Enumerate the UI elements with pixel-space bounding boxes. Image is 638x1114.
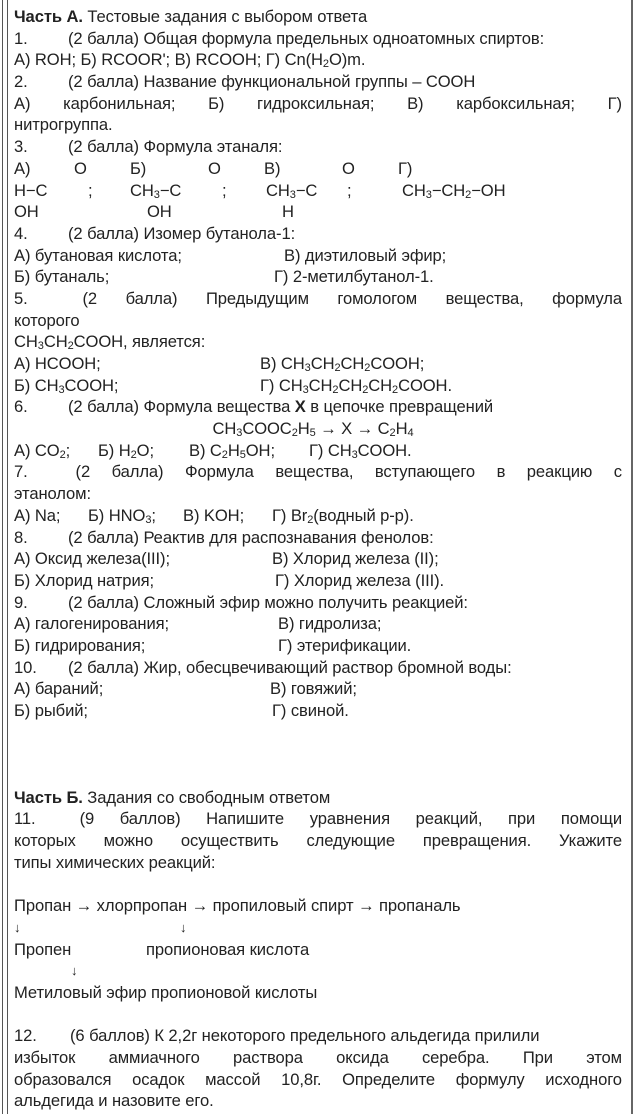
question-word: формулу (455, 1069, 525, 1089)
formula-part: COOH. (357, 440, 412, 460)
question-number: 12. (14, 1026, 37, 1046)
answer-v: В) KOH; (183, 505, 245, 525)
formula-part: COOH, является: (73, 332, 206, 352)
formula-part: Г) CH (309, 440, 352, 460)
scheme-arrows (14, 960, 622, 982)
question-word: Предыдущим (205, 288, 309, 308)
question-text: которого (14, 310, 80, 330)
subscript: 2 (291, 427, 298, 440)
answer-options-tail: O)m. (328, 50, 366, 70)
formula-part: CH (266, 180, 290, 200)
question-word: реакцию (526, 462, 593, 482)
formula-part: H (227, 440, 240, 460)
question-word: следующие (306, 831, 395, 851)
question-text: альдегида и назовите его. (14, 1091, 214, 1111)
formula-part: CH (212, 419, 237, 439)
question-2-answers (14, 93, 622, 115)
question-number: 11. (14, 809, 36, 829)
answer-letter: А) (14, 93, 31, 113)
part-b-title: Задания со свободным ответом (82, 787, 331, 807)
question-word: вступающего (374, 462, 476, 482)
formula-part: CH (308, 375, 333, 395)
answer-text: нитрогруппа. (14, 115, 113, 135)
question-3 (14, 136, 622, 158)
question-text: (2 балла) Жир, обесцвечивающий раствор бромной воды: (68, 657, 512, 677)
answer-text: гидроксильная; (257, 93, 375, 113)
question-word: осуществить (180, 831, 279, 851)
question-word: формула (552, 288, 622, 308)
formula-part: −C (295, 180, 318, 200)
question-text: (2 балла) Название функциональной группы – COOH (68, 72, 476, 92)
question-2-answers-cont (14, 114, 622, 136)
formula-part: Б) HNO (88, 505, 146, 525)
question-8 (14, 527, 622, 549)
part-a-label: Часть А. (14, 7, 83, 26)
hydroxyl-group: OH (14, 202, 39, 222)
answer-letter: Г) (607, 93, 622, 113)
question-number: 2. (14, 72, 28, 92)
subscript: 2 (364, 362, 371, 374)
down-arrow-icon: ↓ (180, 919, 187, 935)
subscript: 5 (239, 448, 246, 461)
scheme-propionic-acid: пропионовая кислота (146, 939, 310, 959)
oxygen-atom: O (342, 158, 355, 178)
question-word: серебра. (421, 1048, 490, 1067)
question-word: аммиачного (108, 1048, 200, 1067)
formula-row-2 (14, 180, 622, 202)
answer-b: Б) рыбий; (14, 701, 88, 720)
answer-g: Г) Хлорид железа (III). (275, 570, 445, 590)
answer-b: Б) бутаналь; (14, 267, 110, 287)
answer-g: Г) 2-метилбутанол-1. (274, 267, 434, 287)
answer-a: А) бутановая кислота; (14, 245, 182, 265)
question-1 (14, 28, 622, 50)
question-word: гомологом (337, 288, 418, 308)
question-word: осадок (132, 1069, 185, 1089)
formula-part: ; (65, 440, 71, 460)
question-word: (9 (79, 809, 95, 829)
question-word: вещества, (445, 288, 524, 308)
reaction-chain (14, 418, 622, 440)
subscript: 3 (58, 383, 65, 396)
question-5 (14, 288, 622, 310)
subscript: 2 (322, 58, 329, 71)
question-4 (14, 223, 622, 245)
spacer (14, 874, 622, 896)
question-11 (14, 808, 622, 830)
formula-part: CH (338, 375, 363, 395)
question-7-cont (14, 483, 622, 505)
formula-part: → X → C (315, 419, 390, 439)
answer-a (14, 440, 70, 462)
question-number: 7. (14, 462, 28, 482)
subscript: 2 (307, 513, 314, 526)
answers-row (14, 570, 622, 592)
scheme-ester (14, 982, 622, 1004)
question-word: вещества, (275, 462, 354, 482)
answer-letter: Б) (208, 93, 225, 113)
question-number: 5. (14, 288, 28, 308)
spacer (14, 722, 622, 744)
subscript: 3 (289, 188, 296, 201)
subscript: 3 (425, 188, 432, 201)
formula-part: COOH; (370, 354, 425, 373)
down-arrow-icon: ↓ (14, 919, 21, 935)
question-11-cont (14, 830, 622, 852)
answer-letter: Б) (130, 158, 147, 178)
formula-part: CH (130, 180, 154, 200)
answer-g: Г) этерификации. (278, 635, 412, 655)
part-a-heading (14, 6, 622, 28)
answer-a: А) галогенирования; (14, 614, 170, 634)
formula-a: H−C (14, 180, 48, 200)
answer-letter: В) (264, 158, 281, 178)
answer-a: А) Оксид железа(III); (14, 549, 170, 569)
answer-v: В) говяжий; (270, 679, 357, 699)
question-number: 6. (14, 397, 28, 417)
answer-letter: В) (407, 93, 424, 113)
scheme-methyl-propionate: Метиловый эфир пропионовой кислоты (14, 982, 318, 1002)
question-word: этом (586, 1048, 622, 1067)
answers-row (14, 548, 622, 570)
formula-part: В) C (189, 440, 222, 460)
formula-part: Б) CH (14, 375, 59, 395)
question-number: 8. (14, 527, 28, 547)
question-word: При (522, 1048, 553, 1067)
answer-g (309, 440, 412, 462)
answers-row (14, 375, 622, 397)
question-text: (2 балла) Реактив для распознавания фенолов: (68, 527, 434, 547)
formula-part: А) CO (14, 440, 60, 460)
question-word: избыток (14, 1048, 76, 1067)
question-word: при (508, 809, 536, 829)
subscript: 5 (309, 427, 316, 440)
answers-row (14, 440, 622, 462)
question-word: балла) (111, 462, 164, 482)
formula-part: −C (159, 180, 182, 200)
question-word: исходного (545, 1069, 622, 1089)
formula-part: COOH; (64, 375, 119, 395)
formula-part: Г) Br (272, 505, 308, 525)
oxygen-atom: O (74, 158, 87, 178)
subscript: 2 (130, 448, 137, 461)
answer-v: В) диэтиловый эфир; (284, 245, 447, 265)
subscript: 2 (332, 383, 339, 396)
question-9 (14, 592, 622, 614)
formula-row-1 (14, 158, 622, 180)
formula-part: CH (402, 180, 426, 200)
part-b-heading (14, 787, 622, 809)
answers-row (14, 505, 622, 527)
formula-part: CH (43, 332, 68, 352)
answers-row (14, 353, 622, 375)
formula-part: ; (151, 505, 156, 525)
answers-row (14, 245, 622, 267)
question-text: (6 баллов) К 2,2г некоторого предельного альдегида прилили (70, 1026, 540, 1046)
spacer (14, 765, 622, 787)
formula-c (266, 180, 317, 202)
answer-v (260, 353, 424, 375)
transformation-scheme-line (14, 895, 622, 917)
question-word: баллов) (119, 809, 181, 829)
formula-part: В) CH (260, 354, 305, 373)
subscript: 3 (302, 383, 309, 396)
answer-v: В) гидролиза; (278, 614, 382, 634)
answer-text: карбоксильная; (456, 93, 575, 113)
answer-a: А) Na; (14, 505, 61, 525)
formula-part: OH; (245, 440, 275, 460)
question-word: можно (103, 831, 154, 851)
question-word: образовался (14, 1069, 112, 1089)
question-2 (14, 71, 622, 93)
subscript: 3 (351, 448, 358, 461)
question-12 (14, 1025, 622, 1047)
subscript: 2 (389, 427, 396, 440)
answers-row (14, 635, 622, 657)
question-text: в цепочке превращений (305, 397, 494, 417)
formula-part: (водный р-р). (313, 505, 414, 525)
answer-g (260, 375, 452, 397)
question-1-answers (14, 49, 622, 71)
formula-b (130, 180, 181, 202)
scheme-branch (14, 939, 622, 961)
part-b-label: Часть Б. (14, 787, 83, 807)
subscript: 3 (37, 340, 44, 353)
answers-row (14, 678, 622, 700)
subscript: 2 (362, 383, 369, 396)
page-border-left-outer (2, 0, 3, 1114)
answer-v: В) Хлорид железа (II); (272, 549, 439, 569)
formula-part: COOC (242, 419, 292, 439)
question-6 (14, 396, 622, 418)
question-number: 4. (14, 223, 28, 243)
scheme-chain: Пропан → хлорпропан → пропиловый спирт → пропаналь (14, 896, 461, 916)
question-word: раствора (233, 1048, 303, 1067)
question-text: этанолом: (14, 484, 91, 504)
scheme-arrows (14, 917, 622, 939)
separator: ; (88, 180, 93, 200)
question-word: балла) (125, 288, 178, 308)
answer-v (189, 440, 275, 462)
subscript: 2 (67, 340, 74, 353)
formula-part: H (297, 419, 310, 439)
question-number: 1. (14, 28, 28, 48)
formula-part: CH (368, 375, 393, 395)
answer-options: А) ROH; Б) RCOOR'; В) RCOOH; Г) Cn(H (14, 50, 323, 70)
question-word: превращения. (422, 831, 532, 851)
question-number: 3. (14, 137, 28, 157)
question-word: Напишите (206, 809, 285, 829)
formula-row-3 (14, 201, 622, 223)
subscript: 3 (153, 188, 160, 201)
question-text: (2 балла) Сложный эфир можно получить реакцией: (68, 592, 468, 612)
separator: ; (347, 180, 352, 200)
answers-row (14, 266, 622, 288)
answer-g: Г) свиной. (272, 701, 349, 720)
question-text: типы химических реакций: (14, 852, 216, 872)
page-border-left-inner (7, 0, 8, 1114)
unknown-substance-x: X (294, 397, 306, 417)
subscript: 2 (59, 448, 66, 461)
question-text: (2 балла) Формула вещества (68, 397, 295, 417)
subscript: 2 (465, 188, 472, 201)
question-word: помощи (560, 809, 622, 829)
hydrogen-atom: H (282, 202, 294, 222)
oxygen-atom: O (208, 158, 221, 178)
answer-b: Б) Хлорид натрия; (14, 570, 155, 590)
formula-part: −CH (431, 180, 466, 200)
question-word: уравнения (309, 809, 390, 829)
formula-part: −OH (471, 180, 506, 200)
question-word: (2 (82, 288, 98, 308)
question-word: с (613, 462, 622, 482)
question-12-cont (14, 1047, 622, 1069)
question-word: Определите (342, 1069, 436, 1089)
answer-a: А) бараний; (14, 679, 104, 699)
question-7 (14, 461, 622, 483)
answers-row (14, 700, 622, 722)
question-word: 10,8г. (281, 1069, 322, 1089)
question-word: которых (14, 831, 76, 851)
answer-letter: Г) (398, 158, 413, 178)
spacer (14, 1004, 622, 1026)
question-number: 10. (14, 657, 37, 677)
formula-part: CH (14, 332, 38, 352)
question-5-cont (14, 310, 622, 332)
question-word: массой (205, 1069, 261, 1089)
answer-b (14, 375, 118, 397)
answer-letter: А) (14, 158, 31, 178)
answer-g (272, 505, 414, 527)
formula-part: Г) CH (260, 375, 303, 395)
page-border-right (631, 0, 633, 1114)
answer-b (88, 505, 156, 527)
question-12-cont (14, 1090, 622, 1112)
formula-part: Б) H (98, 440, 131, 460)
question-5-formula (14, 331, 622, 353)
subscript: 2 (334, 362, 341, 374)
subscript: 2 (392, 383, 399, 396)
question-12-cont (14, 1069, 622, 1091)
down-arrow-icon: ↓ (71, 963, 78, 979)
answer-text: карбонильная; (63, 93, 176, 113)
answer-a: А) HCOOH; (14, 354, 101, 373)
test-document (14, 6, 622, 1112)
question-text: (2 балла) Общая формула предельных одноатомных спиртов: (68, 28, 545, 48)
separator: ; (222, 180, 227, 200)
question-word: (2 (75, 462, 91, 482)
formula-part: COOH. (398, 375, 452, 395)
formula-d (402, 180, 505, 202)
subscript: 3 (236, 427, 243, 440)
subscript: 3 (145, 513, 152, 526)
formula-part: CH (340, 354, 365, 373)
answer-b: Б) гидрирования; (14, 635, 146, 655)
subscript: 3 (304, 362, 311, 374)
formula-part: CH (310, 354, 335, 373)
question-word: Формула (184, 462, 254, 482)
scheme-propene: Пропен (14, 939, 72, 959)
question-word: оксида (336, 1048, 389, 1067)
formula-part: H (395, 419, 408, 439)
question-word: Укажите (558, 831, 622, 851)
question-text: (2 балла) Формула этаналя: (68, 137, 283, 157)
question-text: (2 балла) Изомер бутанола-1: (68, 223, 296, 243)
question-10 (14, 657, 622, 679)
subscript: 2 (221, 448, 228, 461)
answer-b (98, 440, 154, 462)
question-word: реакций, (415, 809, 483, 829)
answers-row (14, 613, 622, 635)
subscript: 4 (407, 427, 414, 440)
question-number: 9. (14, 592, 28, 612)
hydroxyl-group: OH (147, 202, 172, 222)
formula-part: O; (136, 440, 154, 460)
question-11-cont (14, 852, 622, 874)
question-word: в (496, 462, 506, 482)
spacer (14, 743, 622, 765)
part-a-title: Тестовые задания с выбором ответа (82, 7, 368, 26)
